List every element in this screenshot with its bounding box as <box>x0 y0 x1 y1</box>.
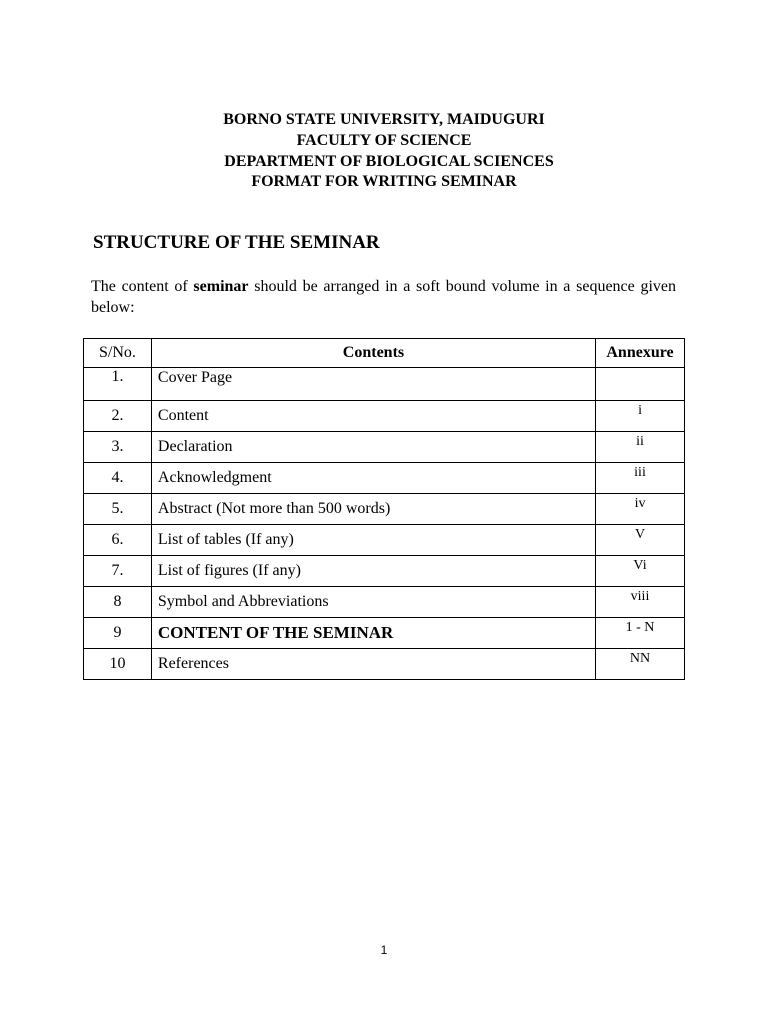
page-number: 1 <box>380 943 388 957</box>
table-row <box>84 401 685 432</box>
row-contents: List of tables (If any) <box>151 525 595 556</box>
table-row <box>84 649 685 680</box>
table-row <box>84 463 685 494</box>
intro-paragraph <box>91 276 676 318</box>
table-row <box>84 432 685 463</box>
row-sn: 2. <box>84 401 152 432</box>
row-annexure: Vi <box>596 556 685 587</box>
row-annexure: iii <box>596 463 685 494</box>
row-sn: 6. <box>84 525 152 556</box>
row-annexure: NN <box>596 649 685 680</box>
row-contents: CONTENT OF THE SEMINAR <box>151 618 595 649</box>
row-sn: 10 <box>84 649 152 680</box>
row-annexure: i <box>596 401 685 432</box>
intro-text-end: should be arranged in a soft bound volume in a sequence given below: <box>91 278 677 316</box>
table-row <box>84 587 685 618</box>
table-row <box>84 618 685 649</box>
department-name: DEPARTMENT OF BIOLOGICAL SCIENCES <box>224 152 554 170</box>
table-row <box>84 494 685 525</box>
section-heading: STRUCTURE OF THE SEMINAR <box>93 232 380 253</box>
row-sn: 8 <box>84 587 152 618</box>
row-annexure: V <box>596 525 685 556</box>
document-header <box>0 110 768 193</box>
row-sn: 9 <box>84 618 152 649</box>
row-annexure: iv <box>596 494 685 525</box>
row-annexure: ii <box>596 432 685 463</box>
intro-text-start: The content of <box>91 278 194 295</box>
table-row <box>84 556 685 587</box>
faculty-name: FACULTY OF SCIENCE <box>296 131 472 149</box>
row-contents: Acknowledgment <box>151 463 595 494</box>
row-sn: 1. <box>84 368 152 401</box>
table-row <box>84 368 685 401</box>
row-contents: Declaration <box>151 432 595 463</box>
row-sn: 5. <box>84 494 152 525</box>
header-sn: S/No. <box>84 339 152 368</box>
header-contents: Contents <box>151 339 595 368</box>
row-sn: 3. <box>84 432 152 463</box>
row-contents: Symbol and Abbreviations <box>151 587 595 618</box>
row-annexure <box>596 368 685 401</box>
table-header-row <box>84 339 685 368</box>
university-name: BORNO STATE UNIVERSITY, MAIDUGURI <box>223 111 545 128</box>
row-contents: References <box>151 649 595 680</box>
row-sn: 4. <box>84 463 152 494</box>
row-sn: 7. <box>84 556 152 587</box>
seminar-structure-table <box>83 338 685 680</box>
header-annexure: Annexure <box>596 339 685 368</box>
document-title: FORMAT FOR WRITING SEMINAR <box>251 173 517 191</box>
table-row <box>84 525 685 556</box>
row-annexure: viii <box>596 587 685 618</box>
row-contents: Content <box>151 401 595 432</box>
row-contents: Cover Page <box>151 368 595 401</box>
row-contents: Abstract (Not more than 500 words) <box>151 494 595 525</box>
row-annexure: 1 - N <box>596 618 685 649</box>
row-contents: List of figures (If any) <box>151 556 595 587</box>
intro-bold-word: seminar <box>193 278 249 295</box>
